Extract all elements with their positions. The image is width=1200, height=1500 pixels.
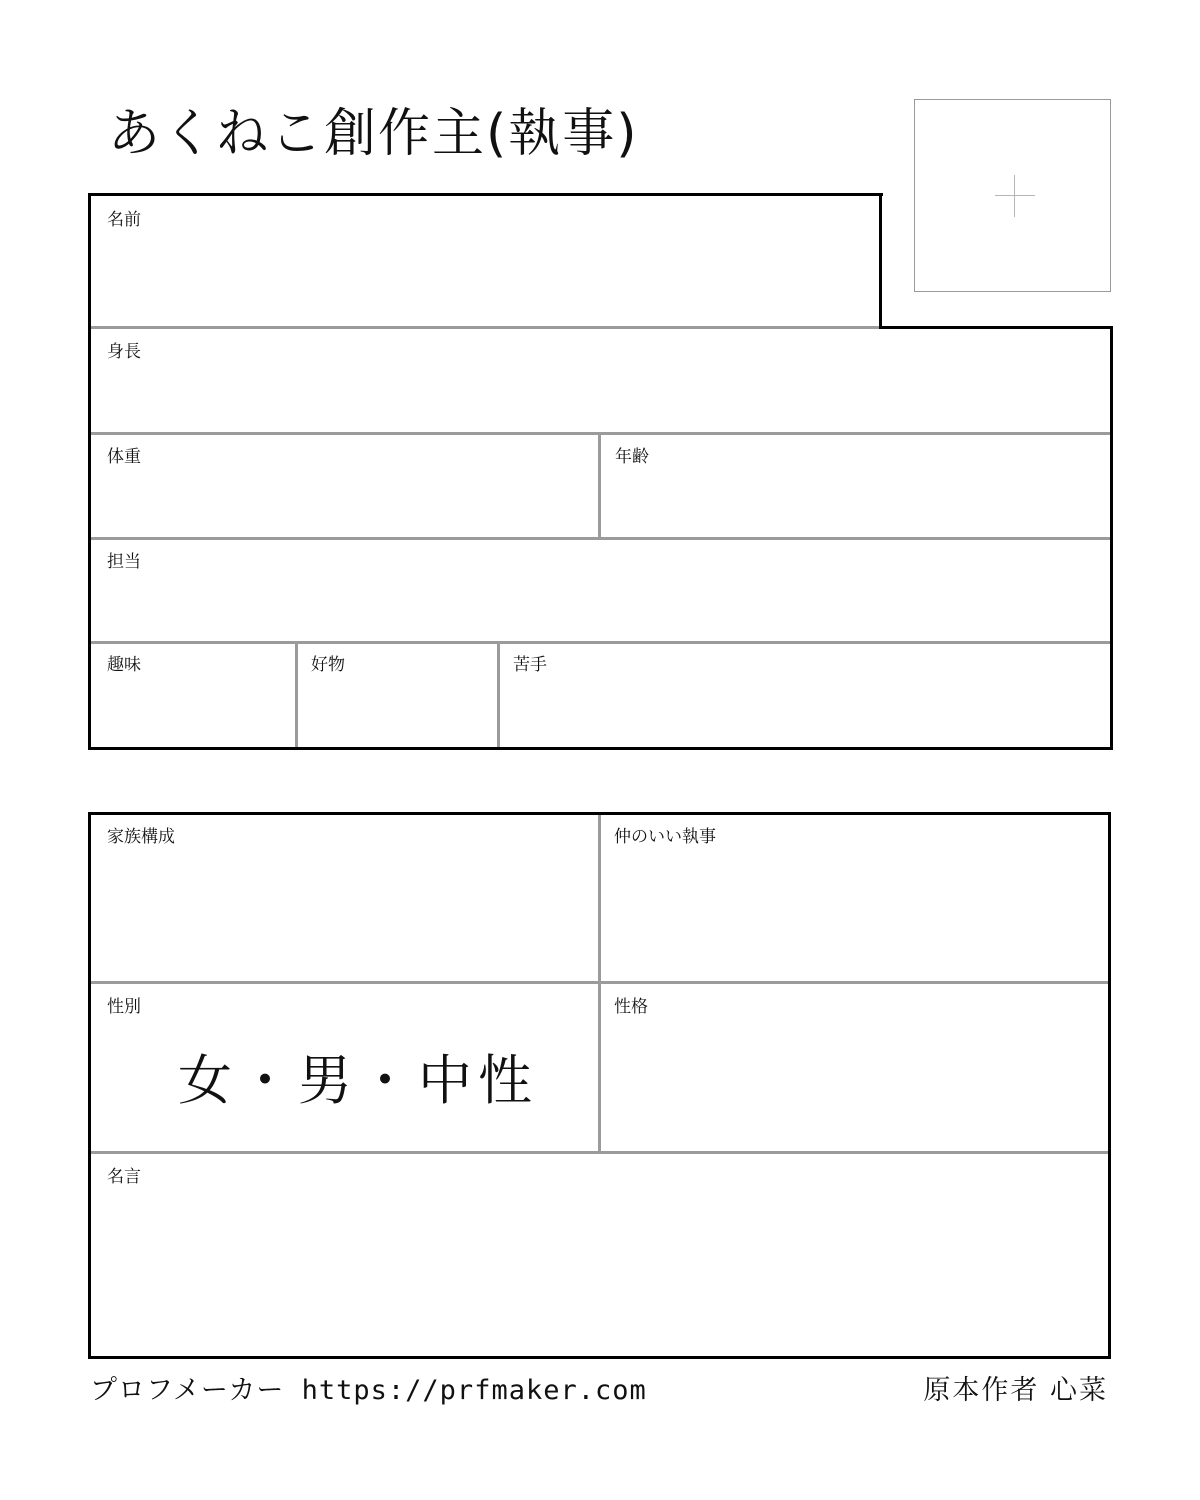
- quote-label: 名言: [107, 1167, 141, 1187]
- gender-label: 性別: [107, 997, 141, 1017]
- height-label: 身長: [107, 342, 141, 362]
- photo-slot[interactable]: [914, 99, 1111, 292]
- name-field[interactable]: [91, 196, 879, 326]
- frame-border: [88, 747, 1113, 750]
- page-title: あくねこ創作主(執事): [108, 104, 639, 164]
- personality-field[interactable]: [601, 984, 1108, 1151]
- name-label: 名前: [107, 210, 141, 230]
- likes-label: 好物: [311, 655, 345, 675]
- frame-border: [88, 1356, 1111, 1359]
- quote-field[interactable]: [91, 1154, 1108, 1356]
- height-field[interactable]: [91, 329, 1110, 432]
- age-field[interactable]: [601, 435, 1110, 537]
- hobby-label: 趣味: [107, 655, 141, 675]
- family-label: 家族構成: [107, 827, 175, 847]
- friend-label: 仲のいい執事: [614, 827, 716, 847]
- frame-border: [1108, 812, 1111, 1359]
- weight-label: 体重: [107, 447, 141, 467]
- personality-label: 性格: [614, 997, 648, 1017]
- gender-options[interactable]: 女・男・中性: [178, 1049, 538, 1112]
- footer-author: 原本作者 心菜: [923, 1375, 1108, 1406]
- dislikes-label: 苦手: [513, 655, 547, 675]
- age-label: 年齢: [615, 447, 649, 467]
- dislikes-field[interactable]: [500, 644, 1110, 747]
- frame-border: [1110, 326, 1113, 750]
- charge-label: 担当: [107, 552, 141, 572]
- footer-credit-link[interactable]: プロフメーカー https://prfmaker.com: [90, 1375, 647, 1406]
- weight-field[interactable]: [91, 435, 598, 537]
- charge-field[interactable]: [91, 540, 1110, 641]
- frame-border: [879, 193, 882, 329]
